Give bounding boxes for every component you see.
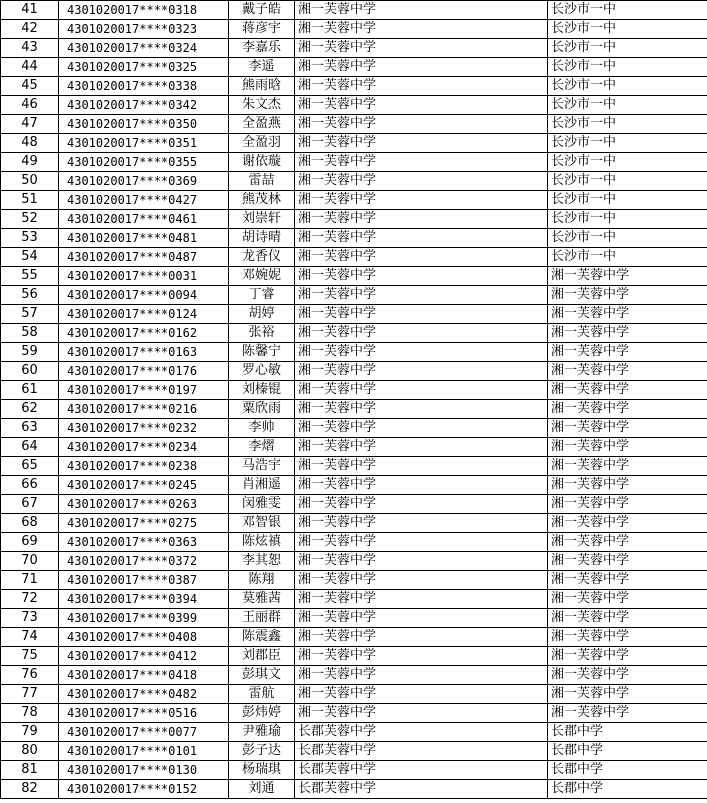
table-row: [1, 685, 707, 704]
student-name-cell: 刘榛锟: [229, 381, 295, 400]
student-name-cell: 胡诗晴: [229, 229, 295, 248]
id-number-cell: 4301020017****0427: [59, 191, 229, 210]
student-name-cell: 彭子达: [229, 742, 295, 761]
destination-school-cell: 湘一芙蓉中学: [548, 305, 707, 324]
table-row: [1, 153, 707, 172]
table-row: [1, 761, 707, 780]
student-name-cell: 谢依璇: [229, 153, 295, 172]
school-cell: 湘一芙蓉中学: [295, 666, 548, 685]
id-number-cell: 4301020017****0318: [59, 1, 229, 20]
student-name-cell: 莫雅茜: [229, 590, 295, 609]
table-row: [1, 286, 707, 305]
school-cell: 湘一芙蓉中学: [295, 552, 548, 571]
table-row: [1, 343, 707, 362]
school-cell: 湘一芙蓉中学: [295, 58, 548, 77]
student-name-cell: 罗心敏: [229, 362, 295, 381]
destination-school-cell: 湘一芙蓉中学: [548, 685, 707, 704]
row-number-cell: 63: [1, 419, 59, 438]
id-number-cell: 4301020017****0351: [59, 134, 229, 153]
table-row: [1, 666, 707, 685]
destination-school-cell: 长沙市一中: [548, 96, 707, 115]
student-name-cell: 陈震鑫: [229, 628, 295, 647]
student-name-cell: 刘通: [229, 780, 295, 799]
destination-school-cell: 长沙市一中: [548, 58, 707, 77]
school-cell: 长郡芙蓉中学: [295, 742, 548, 761]
student-name-cell: 李其恕: [229, 552, 295, 571]
table-row: [1, 229, 707, 248]
table-row: [1, 210, 707, 229]
student-name-cell: 戴子皓: [229, 1, 295, 20]
school-cell: 湘一芙蓉中学: [295, 248, 548, 267]
id-number-cell: 4301020017****0234: [59, 438, 229, 457]
id-number-cell: 4301020017****0338: [59, 77, 229, 96]
id-number-cell: 4301020017****0124: [59, 305, 229, 324]
row-number-cell: 41: [1, 1, 59, 20]
row-number-cell: 49: [1, 153, 59, 172]
school-cell: 湘一芙蓉中学: [295, 685, 548, 704]
table-row: [1, 514, 707, 533]
destination-school-cell: 长沙市一中: [548, 77, 707, 96]
destination-school-cell: 湘一芙蓉中学: [548, 324, 707, 343]
row-number-cell: 57: [1, 305, 59, 324]
school-cell: 湘一芙蓉中学: [295, 39, 548, 58]
school-cell: 湘一芙蓉中学: [295, 324, 548, 343]
table-row: [1, 39, 707, 58]
destination-school-cell: 湘一芙蓉中学: [548, 457, 707, 476]
student-name-cell: 陈炫禛: [229, 533, 295, 552]
row-number-cell: 77: [1, 685, 59, 704]
table-row: [1, 476, 707, 495]
school-cell: 湘一芙蓉中学: [295, 381, 548, 400]
table-row: [1, 134, 707, 153]
school-cell: 湘一芙蓉中学: [295, 590, 548, 609]
destination-school-cell: 湘一芙蓉中学: [548, 419, 707, 438]
row-number-cell: 64: [1, 438, 59, 457]
table-row: [1, 704, 707, 723]
destination-school-cell: 湘一芙蓉中学: [548, 267, 707, 286]
destination-school-cell: 长沙市一中: [548, 172, 707, 191]
row-number-cell: 82: [1, 780, 59, 799]
id-number-cell: 4301020017****0350: [59, 115, 229, 134]
id-number-cell: 4301020017****0372: [59, 552, 229, 571]
destination-school-cell: 湘一芙蓉中学: [548, 495, 707, 514]
student-name-cell: 肖湘遥: [229, 476, 295, 495]
destination-school-cell: 湘一芙蓉中学: [548, 704, 707, 723]
student-name-cell: 杨瑞琪: [229, 761, 295, 780]
row-number-cell: 79: [1, 723, 59, 742]
school-cell: 长郡芙蓉中学: [295, 780, 548, 799]
student-name-cell: 李遥: [229, 58, 295, 77]
id-number-cell: 4301020017****0355: [59, 153, 229, 172]
destination-school-cell: 长郡中学: [548, 761, 707, 780]
row-number-cell: 54: [1, 248, 59, 267]
destination-school-cell: 湘一芙蓉中学: [548, 476, 707, 495]
row-number-cell: 52: [1, 210, 59, 229]
id-number-cell: 4301020017****0461: [59, 210, 229, 229]
table-row: [1, 647, 707, 666]
row-number-cell: 45: [1, 77, 59, 96]
table-row: [1, 400, 707, 419]
table-row: [1, 248, 707, 267]
table-row: [1, 362, 707, 381]
destination-school-cell: 湘一芙蓉中学: [548, 286, 707, 305]
table-row: [1, 191, 707, 210]
table-row: [1, 419, 707, 438]
student-name-cell: 李嘉乐: [229, 39, 295, 58]
student-name-cell: 陈翔: [229, 571, 295, 590]
destination-school-cell: 长沙市一中: [548, 20, 707, 39]
school-cell: 湘一芙蓉中学: [295, 96, 548, 115]
row-number-cell: 78: [1, 704, 59, 723]
table-row: [1, 590, 707, 609]
school-cell: 湘一芙蓉中学: [295, 20, 548, 39]
table-row: [1, 58, 707, 77]
id-number-cell: 4301020017****0408: [59, 628, 229, 647]
id-number-cell: 4301020017****0325: [59, 58, 229, 77]
student-name-cell: 李帅: [229, 419, 295, 438]
id-number-cell: 4301020017****0394: [59, 590, 229, 609]
student-name-cell: 雷喆: [229, 172, 295, 191]
id-number-cell: 4301020017****0516: [59, 704, 229, 723]
school-cell: 湘一芙蓉中学: [295, 191, 548, 210]
destination-school-cell: 湘一芙蓉中学: [548, 362, 707, 381]
student-name-cell: 熊雨晗: [229, 77, 295, 96]
table-row: [1, 571, 707, 590]
row-number-cell: 60: [1, 362, 59, 381]
table-row: [1, 1, 707, 20]
student-name-cell: 刘郡臣: [229, 647, 295, 666]
destination-school-cell: 湘一芙蓉中学: [548, 381, 707, 400]
school-cell: 湘一芙蓉中学: [295, 1, 548, 20]
table-row: [1, 267, 707, 286]
student-name-cell: 全盈羽: [229, 134, 295, 153]
row-number-cell: 53: [1, 229, 59, 248]
table-row: [1, 723, 707, 742]
table-row: [1, 115, 707, 134]
school-cell: 湘一芙蓉中学: [295, 533, 548, 552]
row-number-cell: 74: [1, 628, 59, 647]
school-cell: 湘一芙蓉中学: [295, 362, 548, 381]
student-name-cell: 刘崇轩: [229, 210, 295, 229]
destination-school-cell: 长沙市一中: [548, 248, 707, 267]
school-cell: 湘一芙蓉中学: [295, 77, 548, 96]
row-number-cell: 58: [1, 324, 59, 343]
row-number-cell: 70: [1, 552, 59, 571]
student-name-cell: 彭炜婷: [229, 704, 295, 723]
school-cell: 湘一芙蓉中学: [295, 476, 548, 495]
destination-school-cell: 长沙市一中: [548, 191, 707, 210]
student-name-cell: 雷航: [229, 685, 295, 704]
id-number-cell: 4301020017****0263: [59, 495, 229, 514]
row-number-cell: 44: [1, 58, 59, 77]
table-row: [1, 20, 707, 39]
row-number-cell: 56: [1, 286, 59, 305]
school-cell: 湘一芙蓉中学: [295, 115, 548, 134]
row-number-cell: 65: [1, 457, 59, 476]
row-number-cell: 55: [1, 267, 59, 286]
school-cell: 湘一芙蓉中学: [295, 210, 548, 229]
school-cell: 湘一芙蓉中学: [295, 647, 548, 666]
id-number-cell: 4301020017****0481: [59, 229, 229, 248]
student-name-cell: 邓智银: [229, 514, 295, 533]
row-number-cell: 80: [1, 742, 59, 761]
destination-school-cell: 湘一芙蓉中学: [548, 514, 707, 533]
id-number-cell: 4301020017****0152: [59, 780, 229, 799]
id-number-cell: 4301020017****0094: [59, 286, 229, 305]
id-number-cell: 4301020017****0399: [59, 609, 229, 628]
school-cell: 湘一芙蓉中学: [295, 343, 548, 362]
row-number-cell: 75: [1, 647, 59, 666]
row-number-cell: 72: [1, 590, 59, 609]
student-name-cell: 张裕: [229, 324, 295, 343]
student-name-cell: 陈馨宁: [229, 343, 295, 362]
row-number-cell: 66: [1, 476, 59, 495]
table-row: [1, 742, 707, 761]
id-number-cell: 4301020017****0238: [59, 457, 229, 476]
table-row: [1, 457, 707, 476]
destination-school-cell: 长郡中学: [548, 780, 707, 799]
school-cell: 长郡芙蓉中学: [295, 723, 548, 742]
destination-school-cell: 长沙市一中: [548, 115, 707, 134]
table-row: [1, 172, 707, 191]
row-number-cell: 68: [1, 514, 59, 533]
table-row: [1, 438, 707, 457]
school-cell: 长郡芙蓉中学: [295, 761, 548, 780]
school-cell: 湘一芙蓉中学: [295, 400, 548, 419]
destination-school-cell: 长郡中学: [548, 723, 707, 742]
id-number-cell: 4301020017****0324: [59, 39, 229, 58]
student-name-cell: 全盈燕: [229, 115, 295, 134]
id-number-cell: 4301020017****0232: [59, 419, 229, 438]
table-row: [1, 628, 707, 647]
destination-school-cell: 湘一芙蓉中学: [548, 609, 707, 628]
destination-school-cell: 湘一芙蓉中学: [548, 666, 707, 685]
id-number-cell: 4301020017****0077: [59, 723, 229, 742]
row-number-cell: 67: [1, 495, 59, 514]
student-name-cell: 王丽群: [229, 609, 295, 628]
destination-school-cell: 长沙市一中: [548, 39, 707, 58]
student-name-cell: 李熠: [229, 438, 295, 457]
destination-school-cell: 湘一芙蓉中学: [548, 647, 707, 666]
destination-school-cell: 长郡中学: [548, 742, 707, 761]
row-number-cell: 76: [1, 666, 59, 685]
destination-school-cell: 湘一芙蓉中学: [548, 400, 707, 419]
id-number-cell: 4301020017****0369: [59, 172, 229, 191]
id-number-cell: 4301020017****0323: [59, 20, 229, 39]
destination-school-cell: 长沙市一中: [548, 1, 707, 20]
table-row: [1, 381, 707, 400]
school-cell: 湘一芙蓉中学: [295, 457, 548, 476]
school-cell: 湘一芙蓉中学: [295, 419, 548, 438]
student-name-cell: 粟欣雨: [229, 400, 295, 419]
row-number-cell: 59: [1, 343, 59, 362]
destination-school-cell: 长沙市一中: [548, 134, 707, 153]
student-name-cell: 闵雅雯: [229, 495, 295, 514]
school-cell: 湘一芙蓉中学: [295, 229, 548, 248]
school-cell: 湘一芙蓉中学: [295, 305, 548, 324]
table-row: [1, 305, 707, 324]
table-row: [1, 324, 707, 343]
id-number-cell: 4301020017****0482: [59, 685, 229, 704]
school-cell: 湘一芙蓉中学: [295, 571, 548, 590]
student-name-cell: 熊茂林: [229, 191, 295, 210]
id-number-cell: 4301020017****0176: [59, 362, 229, 381]
school-cell: 湘一芙蓉中学: [295, 153, 548, 172]
table-row: [1, 552, 707, 571]
row-number-cell: 61: [1, 381, 59, 400]
id-number-cell: 4301020017****0245: [59, 476, 229, 495]
destination-school-cell: 湘一芙蓉中学: [548, 343, 707, 362]
school-cell: 湘一芙蓉中学: [295, 438, 548, 457]
school-cell: 湘一芙蓉中学: [295, 286, 548, 305]
school-cell: 湘一芙蓉中学: [295, 172, 548, 191]
id-number-cell: 4301020017****0031: [59, 267, 229, 286]
row-number-cell: 69: [1, 533, 59, 552]
id-number-cell: 4301020017****0101: [59, 742, 229, 761]
table-row: [1, 609, 707, 628]
destination-school-cell: 湘一芙蓉中学: [548, 628, 707, 647]
id-number-cell: 4301020017****0275: [59, 514, 229, 533]
id-number-cell: 4301020017****0487: [59, 248, 229, 267]
table-body: [1, 1, 707, 799]
destination-school-cell: 湘一芙蓉中学: [548, 590, 707, 609]
table-row: [1, 495, 707, 514]
student-name-cell: 邓婉妮: [229, 267, 295, 286]
row-number-cell: 50: [1, 172, 59, 191]
student-name-cell: 蒋彦宇: [229, 20, 295, 39]
id-number-cell: 4301020017****0130: [59, 761, 229, 780]
id-number-cell: 4301020017****0387: [59, 571, 229, 590]
school-cell: 湘一芙蓉中学: [295, 134, 548, 153]
row-number-cell: 73: [1, 609, 59, 628]
row-number-cell: 71: [1, 571, 59, 590]
student-name-cell: 朱文杰: [229, 96, 295, 115]
destination-school-cell: 湘一芙蓉中学: [548, 571, 707, 590]
destination-school-cell: 湘一芙蓉中学: [548, 552, 707, 571]
id-number-cell: 4301020017****0412: [59, 647, 229, 666]
school-cell: 湘一芙蓉中学: [295, 628, 548, 647]
id-number-cell: 4301020017****0163: [59, 343, 229, 362]
destination-school-cell: 长沙市一中: [548, 153, 707, 172]
school-cell: 湘一芙蓉中学: [295, 514, 548, 533]
row-number-cell: 42: [1, 20, 59, 39]
table-row: [1, 780, 707, 799]
destination-school-cell: 湘一芙蓉中学: [548, 438, 707, 457]
student-name-cell: 马浩宇: [229, 457, 295, 476]
destination-school-cell: 湘一芙蓉中学: [548, 533, 707, 552]
school-cell: 湘一芙蓉中学: [295, 267, 548, 286]
id-number-cell: 4301020017****0197: [59, 381, 229, 400]
table-row: [1, 96, 707, 115]
destination-school-cell: 长沙市一中: [548, 229, 707, 248]
student-name-cell: 胡婷: [229, 305, 295, 324]
id-number-cell: 4301020017****0418: [59, 666, 229, 685]
id-number-cell: 4301020017****0363: [59, 533, 229, 552]
student-name-cell: 尹雅瑜: [229, 723, 295, 742]
row-number-cell: 81: [1, 761, 59, 780]
student-name-cell: 龙香仪: [229, 248, 295, 267]
school-cell: 湘一芙蓉中学: [295, 495, 548, 514]
row-number-cell: 46: [1, 96, 59, 115]
id-number-cell: 4301020017****0342: [59, 96, 229, 115]
school-cell: 湘一芙蓉中学: [295, 609, 548, 628]
id-number-cell: 4301020017****0162: [59, 324, 229, 343]
row-number-cell: 51: [1, 191, 59, 210]
table-row: [1, 533, 707, 552]
row-number-cell: 43: [1, 39, 59, 58]
school-cell: 湘一芙蓉中学: [295, 704, 548, 723]
row-number-cell: 62: [1, 400, 59, 419]
student-name-cell: 丁睿: [229, 286, 295, 305]
row-number-cell: 47: [1, 115, 59, 134]
destination-school-cell: 长沙市一中: [548, 210, 707, 229]
student-name-cell: 彭琪文: [229, 666, 295, 685]
row-number-cell: 48: [1, 134, 59, 153]
id-number-cell: 4301020017****0216: [59, 400, 229, 419]
table-row: [1, 77, 707, 96]
